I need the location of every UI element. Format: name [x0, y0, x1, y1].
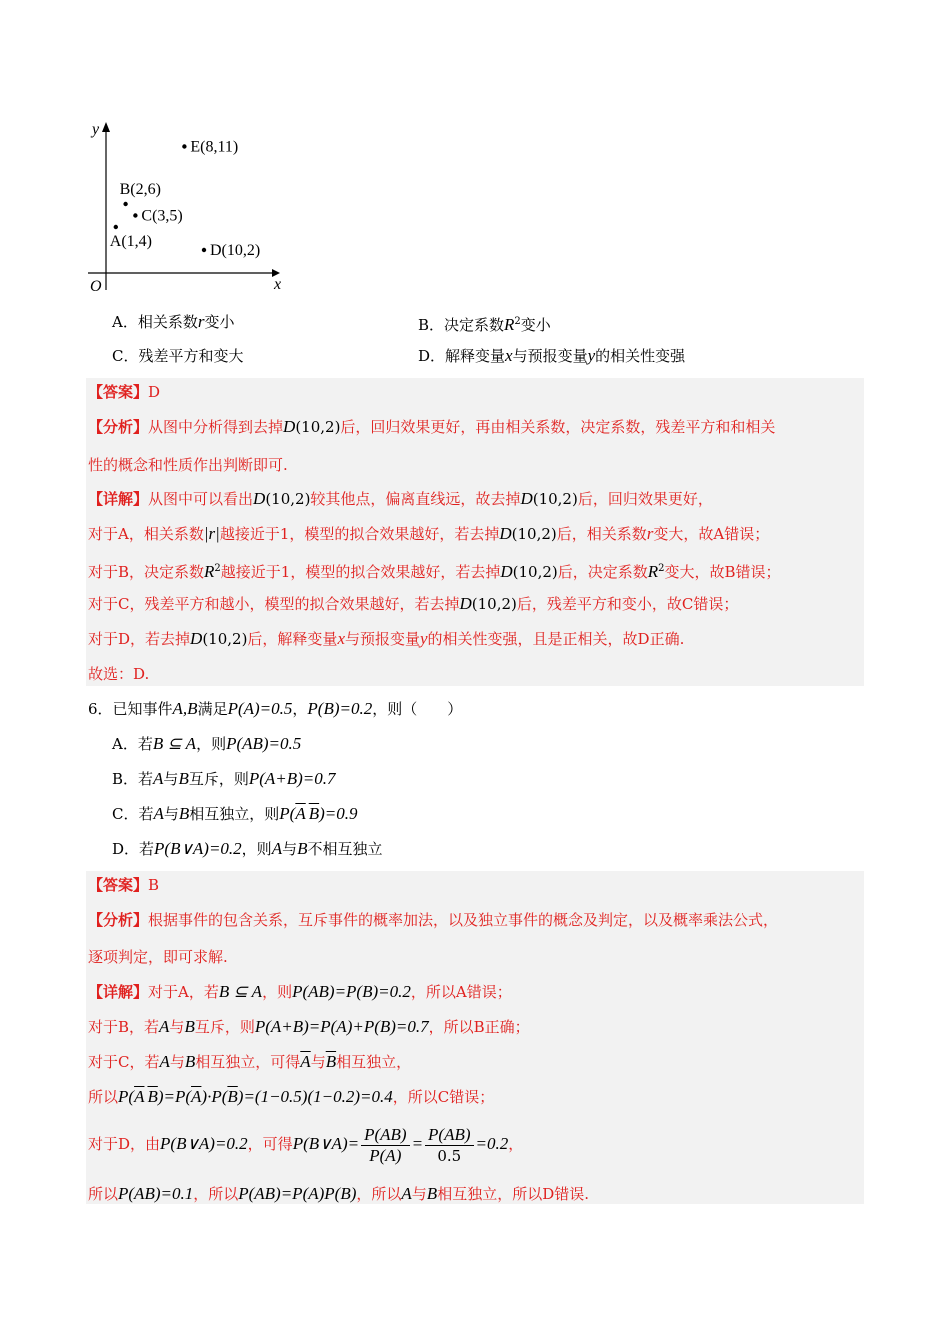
fraction-2 [425, 1125, 473, 1166]
x-axis-label: x [274, 276, 282, 293]
denominator: 0.5 [437, 1146, 462, 1165]
option-text: ，则 [241, 840, 272, 858]
prob-expr: P(A+B)=P(A)+P(B)=0.7 [254, 1017, 429, 1036]
prob-expr: P(AB)=P(A)P(B) [238, 1184, 357, 1203]
and-text: 与 [282, 840, 298, 858]
option-d-mid: 与预报变量 [512, 347, 588, 365]
points-layer [110, 139, 260, 260]
q5-option-a [112, 312, 234, 332]
detail-text: 变大，故A错误； [653, 525, 770, 543]
q6-detail-line-5: 对于D，由P(B∨A)=0.2，可得P(B∨A)= $\frac{P(AB)}{P(A)}$ = $\frac{P(AB)}{0.5}$ =0.2， [88, 1124, 524, 1165]
point-d-coords: (10,2) [471, 595, 517, 613]
stem-text: ，则（ ） [372, 700, 463, 718]
answer-value: B [148, 876, 160, 894]
event-a: A [159, 1052, 170, 1071]
detail-text: 的相关性变强，且是正相关，故D正确. [427, 630, 685, 648]
detail-text: ，所以B正确； [428, 1018, 530, 1036]
pb-expr: P(B)=0.2 [307, 699, 373, 718]
var-x: x [337, 629, 345, 648]
detail-tag: 【详解】 [88, 490, 149, 508]
q6-detail-line-6 [88, 1184, 589, 1204]
q5-option-b [418, 312, 551, 335]
point-d-coords: (10,2) [202, 630, 248, 648]
detail-text: 较其他点，偏离直线远，故去掉 [310, 490, 521, 508]
event-b-complement: $\overline{B}$ [325, 1052, 337, 1071]
q5-analysis-line-2 [88, 455, 288, 475]
detail-text: ，所以A错误； [410, 983, 512, 1001]
option-b-text: B．决定系数 [418, 316, 505, 334]
event-b: B [178, 804, 190, 823]
option-c-text: C．残差平方和变大 [112, 347, 244, 365]
detail-text: 从图中可以看出 [148, 490, 254, 508]
point-d: D [520, 489, 533, 508]
var-R: R [204, 562, 215, 581]
events-ab: A,B [172, 699, 198, 718]
event-a-complement: $\overline{A}$ [134, 1087, 145, 1106]
point-d-coords: (10,2) [295, 418, 341, 436]
analysis-text: 根据事件的包含关系，互斥事件的概率加法，以及独立事件的概念及判定，以及概率乘法公式， [148, 911, 779, 929]
detail-text: 对于A，若 [148, 983, 219, 1001]
subset-expr: B ⊆ A [218, 982, 263, 1001]
detail-text: 后，决定系数 [557, 563, 648, 581]
point-d: D [500, 562, 513, 581]
detail-text: 后，残差平方和变小，故C错误； [516, 595, 739, 613]
q6-detail-line-4: 所以$P(\overline{A}$ $\overline{B})=P(\overline{A})\cdot P(\overline{B})=(1-0.5)(1-0.2)=0.4$，所以C错误； [88, 1087, 495, 1106]
prob-close: )=0.9 [319, 804, 358, 823]
numerator: P(AB) [361, 1125, 409, 1146]
abs-r: |r| [203, 524, 220, 543]
point-a [114, 225, 118, 229]
event-a: A [159, 1017, 170, 1036]
event-b: B [184, 1052, 196, 1071]
var-r: r [646, 524, 654, 543]
comma: ， [292, 700, 308, 718]
detail-text: 所以 [88, 1088, 119, 1106]
point-d [202, 248, 206, 252]
option-a-text: A．相关系数 [112, 313, 198, 331]
point-d-coords: (10,2) [512, 563, 558, 581]
point-label-d: D(10,2) [210, 242, 261, 259]
option-text: 相互独立，则 [189, 805, 280, 823]
option-b-tail: 变小 [520, 316, 551, 334]
option-text: B．若 [112, 770, 154, 788]
event-a: A [271, 839, 283, 858]
detail-text: 后，相关系数 [556, 525, 647, 543]
event-a-complement: $\overline{A}$ [191, 1087, 202, 1106]
pa-expr: P(A)=0.5 [227, 699, 293, 718]
option-text: D．若 [112, 840, 155, 858]
analysis-text: 从图中分析得到去掉 [148, 418, 284, 436]
q5-choose [88, 664, 149, 684]
q6-option-b [112, 769, 336, 789]
detail-text: 后，回归效果更好， [577, 490, 713, 508]
detail-text: ，则 [262, 983, 293, 1001]
option-text: A．若 [112, 735, 153, 753]
and-text: 与 [411, 1185, 427, 1203]
detail-text: 变大，故B错误； [664, 563, 781, 581]
prob-expr: P(AB)=P(B)=0.2 [292, 982, 411, 1001]
var-R: R [647, 562, 659, 581]
option-d-text: D．解释变量 [418, 347, 506, 365]
answer-tag: 【答案】 [88, 876, 149, 894]
option-d-x: x [505, 346, 513, 365]
option-text: ，则 [196, 735, 227, 753]
event-b: B [297, 839, 308, 858]
prob-expr: P(B∨A)=0.2 [154, 839, 242, 858]
y-axis-arrow [102, 122, 110, 132]
point-d: D [459, 594, 472, 613]
prob-expr: P(B∨A)= [292, 1134, 360, 1153]
var-y: y [420, 629, 428, 648]
point-d: D [283, 417, 296, 436]
detail-text: 互斥，则 [194, 1018, 255, 1036]
q6-detail-line-3 [88, 1052, 411, 1072]
q5-detail-line-3 [88, 559, 781, 582]
q6-stem [88, 699, 462, 719]
stem-text: 6．已知事件 [88, 700, 173, 718]
q6-option-d [112, 839, 383, 859]
event-a-complement: $\overline{A}$ [300, 1052, 311, 1071]
answer-value: D [148, 383, 161, 401]
detail-text: 对于A，相关系数 [88, 525, 204, 543]
analysis-text-2: 逐项判定，即可求解. [88, 948, 228, 966]
analysis-text-2: 性的概念和性质作出判断即可. [88, 456, 288, 474]
prob-expr: =(1−0.5)(1−0.2)=0.4 [243, 1087, 393, 1106]
detail-tag: 【详解】 [88, 983, 149, 1001]
detail-text: ，所以 [193, 1185, 239, 1203]
prob-result: =0.2 [475, 1134, 509, 1153]
detail-text: ，所以C错误； [392, 1088, 495, 1106]
scatter-plot [82, 118, 302, 296]
prob-expr: P(A+B)=0.7 [248, 769, 336, 788]
point-d-coords: (10,2) [265, 490, 311, 508]
choose-text: 故选：D. [88, 665, 150, 683]
point-d: D [499, 524, 512, 543]
event-b-complement: $\overline{B}$ [147, 1087, 158, 1106]
event-b: B [426, 1184, 438, 1203]
event-b-complement: $\overline{B}$ [308, 804, 320, 823]
point-d-coords: (10,2) [532, 490, 578, 508]
and-text: 与 [163, 805, 179, 823]
event-b-complement: $\overline{B}$ [227, 1087, 238, 1106]
and-text: 与 [169, 1053, 185, 1071]
detail-text: ，可得 [247, 1135, 293, 1153]
point-d: D [190, 629, 203, 648]
point-label-b: B(2,6) [119, 181, 161, 198]
origin-label: O [90, 278, 102, 295]
option-text: 不相互独立 [307, 840, 383, 858]
point-label-e: E(8,11) [190, 138, 239, 156]
option-text: 互斥，则 [188, 770, 249, 788]
option-a-tail: 变小 [204, 313, 235, 331]
point-d: D [253, 489, 266, 508]
q5-analysis-line-1 [88, 417, 775, 437]
q5-option-d [418, 346, 685, 366]
subset-expr: B ⊆ A [152, 734, 197, 753]
detail-text: 对于D，若去掉 [88, 630, 191, 648]
point-label-a: A(1,4) [109, 233, 153, 250]
q6-detail-line-2 [88, 1017, 530, 1037]
answer-tag: 【答案】 [88, 383, 149, 401]
q5-detail-line-5 [88, 629, 684, 649]
point-label-c: C(3,5) [141, 207, 183, 225]
sup-2: 2 [658, 563, 665, 574]
option-a-var: r [197, 312, 205, 331]
prob-open: P( [279, 804, 296, 823]
stem-text: 满足 [197, 700, 228, 718]
q6-analysis-line-2 [88, 947, 228, 967]
point-e [182, 144, 186, 148]
detail-text: 与预报变量 [344, 630, 420, 648]
event-a-complement: $\overline{A}$ [295, 804, 306, 823]
q5-detail-line-4 [88, 594, 738, 614]
point-d-coords: (10,2) [511, 525, 557, 543]
detail-text: 越接近于1，模型的拟合效果越好，若去掉 [220, 563, 501, 581]
detail-text: 相互独立， [336, 1053, 412, 1071]
and-text: 与 [163, 770, 179, 788]
y-axis-label: y [92, 121, 100, 138]
analysis-tag: 【分析】 [88, 911, 149, 929]
sup-2: 2 [214, 563, 221, 574]
event-a: A [153, 804, 164, 823]
q6-analysis-line-1 [88, 910, 778, 930]
detail-text: 对于C，残差平方和越小，模型的拟合效果越好，若去掉 [88, 595, 460, 613]
detail-text: 相互独立，所以D错误. [437, 1185, 589, 1203]
q6-option-c [112, 804, 358, 824]
point-b [123, 202, 127, 206]
event-b: B [178, 769, 189, 788]
point-c [133, 213, 137, 217]
detail-text: 对于D，由 [88, 1135, 161, 1153]
detail-text: 对于B，决定系数 [88, 563, 205, 581]
option-b-var: R [504, 315, 515, 334]
fraction-1 [361, 1125, 409, 1166]
prob-expr: P(B∨A)=0.2 [160, 1134, 248, 1153]
q5-detail-line-2 [88, 524, 769, 544]
analysis-tag: 【分析】 [88, 418, 149, 436]
detail-text: 后，解释变量 [247, 630, 338, 648]
q6-answer [88, 875, 159, 895]
and-text: 与 [169, 1018, 185, 1036]
q5-answer [88, 382, 160, 402]
event-a: A [153, 769, 164, 788]
event-a: A [401, 1184, 412, 1203]
detail-text: 所以 [88, 1185, 119, 1203]
analysis-text-b: 后，回归效果更好，再由相关系数，决定系数，残差平方和和相关 [340, 418, 776, 436]
detail-text: 越接近于1，模型的拟合效果越好，若去掉 [219, 525, 500, 543]
q5-detail-line-1 [88, 489, 713, 509]
detail-text: 相互独立，可得 [195, 1053, 301, 1071]
option-d-tail: 的相关性变强 [595, 347, 686, 365]
prob-open: P( [118, 1087, 135, 1106]
and-text: 与 [310, 1053, 326, 1071]
option-b-sup: 2 [514, 316, 521, 327]
prob-expr: P(AB)=0.5 [226, 734, 302, 753]
denominator: P(A) [369, 1145, 402, 1165]
q5-option-c [112, 346, 243, 366]
q6-option-a [112, 734, 301, 754]
numerator: P(AB) [425, 1125, 473, 1146]
option-text: C．若 [112, 805, 154, 823]
event-b: B [184, 1017, 195, 1036]
option-d-y: y [587, 346, 596, 365]
detail-text: 对于C，若 [88, 1053, 160, 1071]
detail-text: ，所以 [356, 1185, 402, 1203]
detail-text: 对于B，若 [88, 1018, 160, 1036]
q6-detail-line-1 [88, 982, 512, 1002]
prob-expr: P(AB)=0.1 [118, 1184, 194, 1203]
